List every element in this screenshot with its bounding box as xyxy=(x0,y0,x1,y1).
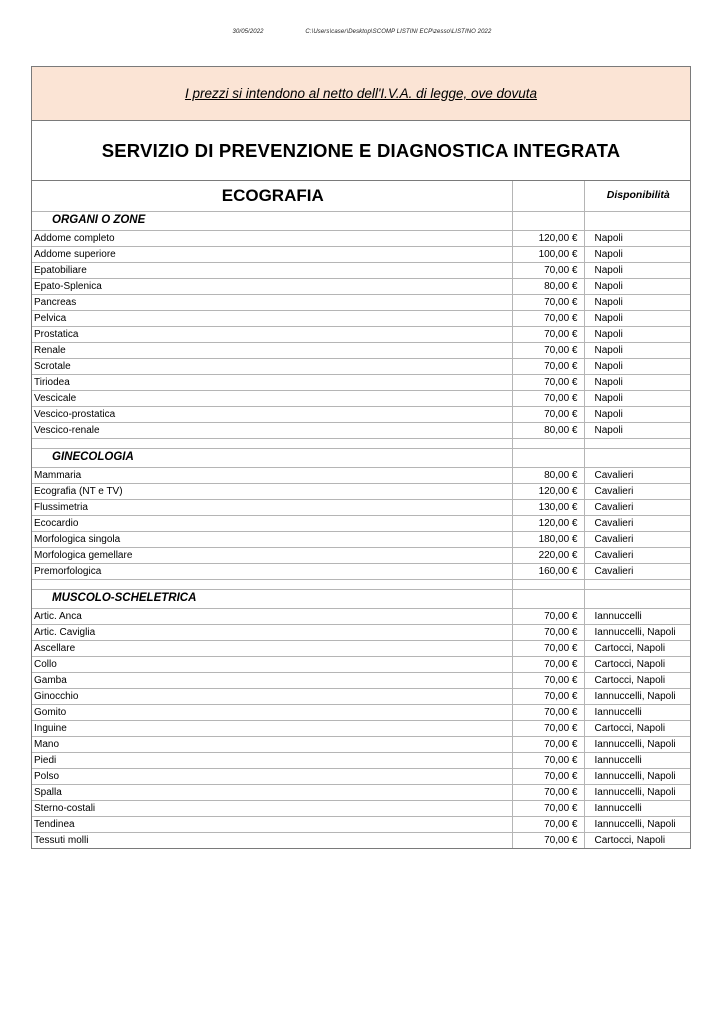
section-header-row xyxy=(32,589,690,608)
table-row xyxy=(32,310,690,326)
exam-name: Mammaria xyxy=(32,467,512,483)
exam-name: Collo xyxy=(32,656,512,672)
exam-name: Tendinea xyxy=(32,816,512,832)
exam-name: Mano xyxy=(32,736,512,752)
table-header-row xyxy=(32,181,690,211)
exam-name: Sterno-costali xyxy=(32,800,512,816)
vat-notice-text: I prezzi si intendono al netto dell'I.V.A. di legge, ove dovuta xyxy=(184,86,538,101)
exam-name: Ginocchio xyxy=(32,688,512,704)
empty-cell xyxy=(32,438,512,448)
exam-availability: Cavalieri xyxy=(584,515,690,531)
section-label: GINECOLOGIA xyxy=(52,451,134,463)
exam-price: 70,00 € xyxy=(512,294,584,310)
empty-cell xyxy=(584,589,690,608)
exam-price: 80,00 € xyxy=(512,278,584,294)
price-list-sheet xyxy=(31,66,691,849)
exam-name: Artic. Caviglia xyxy=(32,624,512,640)
exam-name: Scrotale xyxy=(32,358,512,374)
exam-name: Ecocardio xyxy=(32,515,512,531)
exam-price: 120,00 € xyxy=(512,230,584,246)
exam-price: 70,00 € xyxy=(512,342,584,358)
exam-price: 70,00 € xyxy=(512,358,584,374)
empty-cell xyxy=(512,448,584,467)
table-row xyxy=(32,499,690,515)
exam-availability: Cartocci, Napoli xyxy=(584,656,690,672)
table-row xyxy=(32,608,690,624)
exam-price: 70,00 € xyxy=(512,688,584,704)
table-row xyxy=(32,752,690,768)
empty-cell xyxy=(584,579,690,589)
exam-availability: Napoli xyxy=(584,374,690,390)
exam-name: Premorfologica xyxy=(32,563,512,579)
exam-availability: Iannuccelli xyxy=(584,608,690,624)
table-row xyxy=(32,624,690,640)
price-table xyxy=(32,181,690,848)
section-label-cell xyxy=(32,589,512,608)
exam-availability: Cavalieri xyxy=(584,563,690,579)
exam-name: Gamba xyxy=(32,672,512,688)
exam-name: Epatobiliare xyxy=(32,262,512,278)
empty-cell xyxy=(584,438,690,448)
table-row xyxy=(32,342,690,358)
exam-availability: Napoli xyxy=(584,230,690,246)
table-row xyxy=(32,688,690,704)
table-row xyxy=(32,832,690,848)
table-row xyxy=(32,515,690,531)
exam-price: 70,00 € xyxy=(512,310,584,326)
table-row xyxy=(32,278,690,294)
exam-name: Vescico-renale xyxy=(32,422,512,438)
table-row xyxy=(32,768,690,784)
table-row xyxy=(32,736,690,752)
exam-name: Tessuti molli xyxy=(32,832,512,848)
empty-cell xyxy=(512,589,584,608)
exam-name: Ecografia (NT e TV) xyxy=(32,483,512,499)
table-row xyxy=(32,531,690,547)
exam-name: Pancreas xyxy=(32,294,512,310)
exam-availability: Napoli xyxy=(584,422,690,438)
exam-availability: Iannuccelli xyxy=(584,752,690,768)
exam-price: 70,00 € xyxy=(512,752,584,768)
table-row xyxy=(32,784,690,800)
document-header-line xyxy=(0,29,724,35)
exam-availability: Iannuccelli, Napoli xyxy=(584,816,690,832)
exam-price: 70,00 € xyxy=(512,800,584,816)
table-row xyxy=(32,467,690,483)
header-price-cell xyxy=(512,181,584,211)
table-row xyxy=(32,656,690,672)
exam-price: 70,00 € xyxy=(512,390,584,406)
exam-price: 70,00 € xyxy=(512,608,584,624)
exam-price: 80,00 € xyxy=(512,467,584,483)
exam-name: Polso xyxy=(32,768,512,784)
table-row xyxy=(32,406,690,422)
exam-name: Epato-Splenica xyxy=(32,278,512,294)
exam-availability: Napoli xyxy=(584,262,690,278)
exam-price: 70,00 € xyxy=(512,406,584,422)
exam-price: 70,00 € xyxy=(512,640,584,656)
exam-availability: Iannuccelli xyxy=(584,704,690,720)
table-row xyxy=(32,720,690,736)
exam-name: Vescicale xyxy=(32,390,512,406)
exam-availability: Napoli xyxy=(584,342,690,358)
exam-availability: Napoli xyxy=(584,310,690,326)
exam-price: 80,00 € xyxy=(512,422,584,438)
exam-availability: Cavalieri xyxy=(584,531,690,547)
exam-name: Vescico-prostatica xyxy=(32,406,512,422)
exam-price: 70,00 € xyxy=(512,816,584,832)
exam-price: 180,00 € xyxy=(512,531,584,547)
exam-availability: Cartocci, Napoli xyxy=(584,640,690,656)
exam-name: Addome superiore xyxy=(32,246,512,262)
exam-name: Piedi xyxy=(32,752,512,768)
availability-header: Disponibilità xyxy=(606,189,670,202)
exam-availability: Iannuccelli, Napoli xyxy=(584,784,690,800)
exam-price: 70,00 € xyxy=(512,624,584,640)
header-availability-cell xyxy=(584,181,690,211)
exam-availability: Napoli xyxy=(584,294,690,310)
table-row xyxy=(32,800,690,816)
section-header-row xyxy=(32,211,690,230)
vat-notice-banner xyxy=(32,67,690,121)
exam-name: Tiriodea xyxy=(32,374,512,390)
empty-cell xyxy=(584,448,690,467)
exam-price: 70,00 € xyxy=(512,262,584,278)
table-row xyxy=(32,483,690,499)
exam-availability: Napoli xyxy=(584,278,690,294)
table-row xyxy=(32,547,690,563)
empty-cell xyxy=(32,579,512,589)
section-label-cell xyxy=(32,211,512,230)
exam-price: 70,00 € xyxy=(512,736,584,752)
exam-availability: Iannuccelli xyxy=(584,800,690,816)
exam-name: Addome completo xyxy=(32,230,512,246)
exam-name: Prostatica xyxy=(32,326,512,342)
exam-price: 70,00 € xyxy=(512,784,584,800)
table-row xyxy=(32,672,690,688)
table-row xyxy=(32,230,690,246)
exam-name: Morfologica singola xyxy=(32,531,512,547)
table-row xyxy=(32,563,690,579)
exam-availability: Iannuccelli, Napoli xyxy=(584,624,690,640)
exam-price: 160,00 € xyxy=(512,563,584,579)
exam-availability: Napoli xyxy=(584,358,690,374)
table-row xyxy=(32,704,690,720)
exam-price: 70,00 € xyxy=(512,326,584,342)
exam-price: 100,00 € xyxy=(512,246,584,262)
spacer-row xyxy=(32,438,690,448)
empty-cell xyxy=(512,211,584,230)
section-label-cell xyxy=(32,448,512,467)
exam-price: 70,00 € xyxy=(512,374,584,390)
exam-availability: Iannuccelli, Napoli xyxy=(584,736,690,752)
table-row xyxy=(32,374,690,390)
exam-name: Inguine xyxy=(32,720,512,736)
exam-price: 120,00 € xyxy=(512,515,584,531)
exam-availability: Iannuccelli, Napoli xyxy=(584,688,690,704)
table-row xyxy=(32,390,690,406)
exam-name: Gomito xyxy=(32,704,512,720)
exam-price: 70,00 € xyxy=(512,768,584,784)
exam-name: Ascellare xyxy=(32,640,512,656)
exam-availability: Cartocci, Napoli xyxy=(584,720,690,736)
exam-availability: Iannuccelli, Napoli xyxy=(584,768,690,784)
exam-price: 130,00 € xyxy=(512,499,584,515)
empty-cell xyxy=(584,211,690,230)
exam-availability: Cavalieri xyxy=(584,547,690,563)
exam-availability: Cartocci, Napoli xyxy=(584,672,690,688)
table-row xyxy=(32,326,690,342)
exam-name: Artic. Anca xyxy=(32,608,512,624)
exam-availability: Cartocci, Napoli xyxy=(584,832,690,848)
exam-name: Spalla xyxy=(32,784,512,800)
exam-name: Morfologica gemellare xyxy=(32,547,512,563)
exam-name: Flussimetria xyxy=(32,499,512,515)
table-row xyxy=(32,294,690,310)
service-title-box xyxy=(32,121,690,181)
exam-price: 70,00 € xyxy=(512,832,584,848)
table-row xyxy=(32,816,690,832)
service-title: SERVIZIO DI PREVENZIONE E DIAGNOSTICA INTEGRATA xyxy=(101,139,621,161)
exam-availability: Napoli xyxy=(584,326,690,342)
exam-price: 70,00 € xyxy=(512,704,584,720)
table-row xyxy=(32,422,690,438)
exam-price: 220,00 € xyxy=(512,547,584,563)
empty-cell xyxy=(512,438,584,448)
exam-availability: Cavalieri xyxy=(584,499,690,515)
empty-cell xyxy=(512,579,584,589)
exam-price: 120,00 € xyxy=(512,483,584,499)
table-row xyxy=(32,640,690,656)
table-title: ECOGRAFIA xyxy=(221,186,324,206)
exam-price: 70,00 € xyxy=(512,656,584,672)
section-label: MUSCOLO-SCHELETRICA xyxy=(52,592,197,604)
header-title-cell xyxy=(32,181,512,211)
exam-price: 70,00 € xyxy=(512,672,584,688)
print-date: 30/05/2022 xyxy=(232,29,264,35)
exam-availability: Napoli xyxy=(584,390,690,406)
exam-availability: Cavalieri xyxy=(584,483,690,499)
table-row xyxy=(32,246,690,262)
spacer-row xyxy=(32,579,690,589)
exam-availability: Napoli xyxy=(584,246,690,262)
table-row xyxy=(32,262,690,278)
exam-price: 70,00 € xyxy=(512,720,584,736)
exam-name: Pelvica xyxy=(32,310,512,326)
exam-availability: Napoli xyxy=(584,406,690,422)
section-label: ORGANI O ZONE xyxy=(52,214,146,226)
exam-name: Renale xyxy=(32,342,512,358)
table-row xyxy=(32,358,690,374)
section-header-row xyxy=(32,448,690,467)
file-path: C:\Users\caser\Desktop\SCOMP LISTINI ECP\zesso\LISTINO 2022 xyxy=(305,29,492,35)
exam-availability: Cavalieri xyxy=(584,467,690,483)
